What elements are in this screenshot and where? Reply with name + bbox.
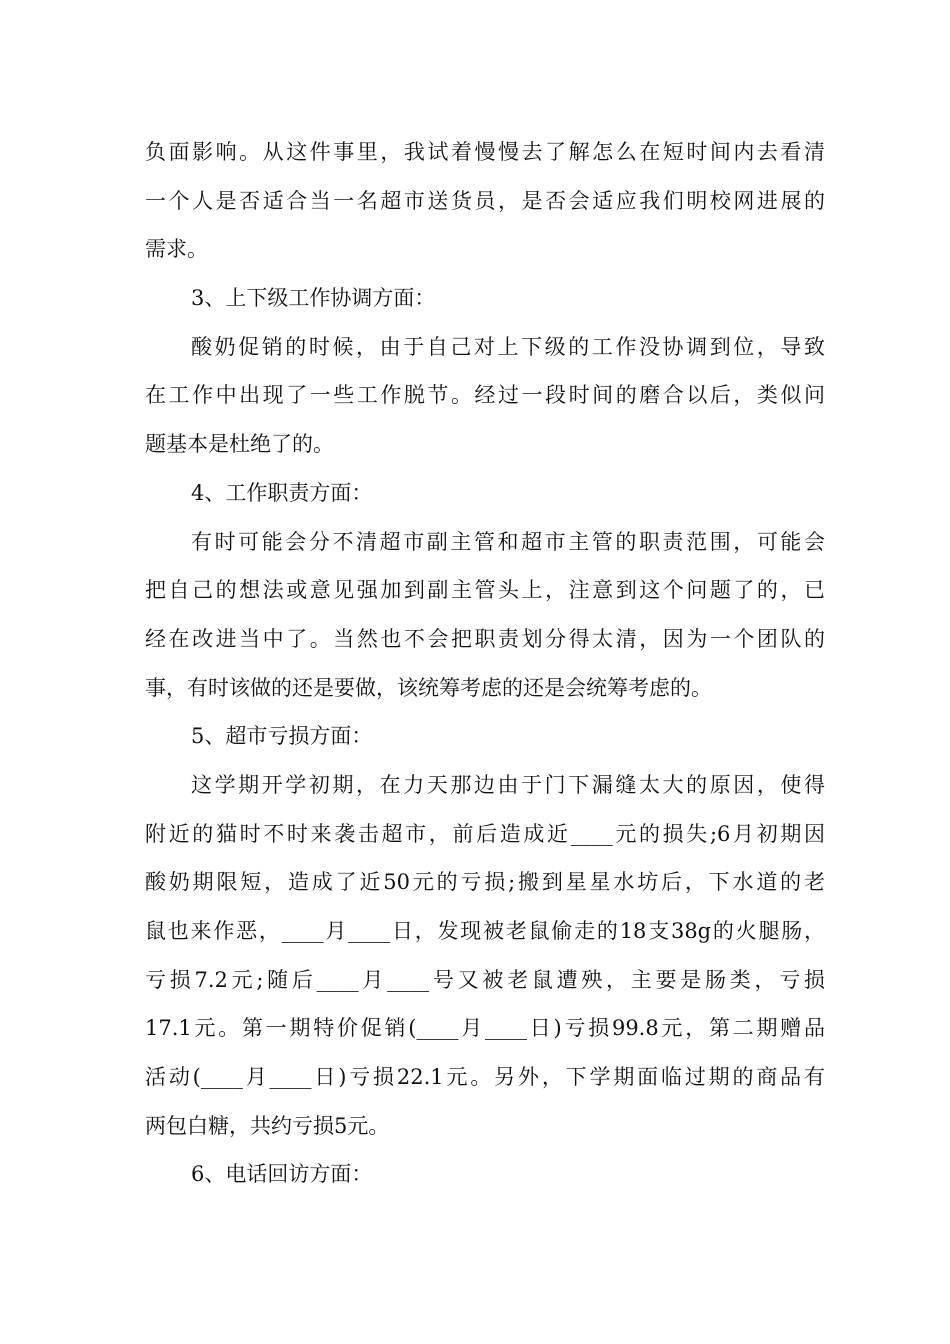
paragraph-line: 把自己的想法或意见强加到副主管头上，注意到这个问题了的，已 (145, 578, 825, 603)
paragraph-line: 事，有时该做的还是要做，该统筹考虑的还是会统筹考虑的。 (145, 675, 712, 700)
paragraph-line: 需求。 (145, 237, 208, 262)
document-body (145, 128, 825, 1199)
section-heading: 4、工作职责方面： (191, 480, 373, 505)
paragraph-line: 酸奶促销的时候，由于自己对上下级的工作没协调到位，导致 (191, 334, 825, 359)
paragraph-line: 有时可能会分不清超市副主管和超市主管的职责范围，可能会 (191, 529, 825, 554)
section-heading: 3、上下级工作协调方面： (191, 286, 436, 311)
paragraph-line: 鼠也来作恶，____月____日，发现被老鼠偷走的18支38g的火腿肠， (145, 919, 825, 943)
paragraph-line: 题基本是杜绝了的。 (145, 432, 334, 457)
paragraph-line: 经在改进当中了。当然也不会把职责划分得太清，因为一个团队的 (145, 626, 825, 651)
paragraph-line: 在工作中出现了一些工作脱节。经过一段时间的磨合以后，类似问 (145, 383, 825, 408)
paragraph-line: 活动(____月____日)亏损22.1元。另外，下学期面临过期的商品有 (145, 1065, 825, 1090)
paragraph-line: 一个人是否适合当一名超市送货员，是否会适应我们明校网进展的 (145, 188, 825, 213)
section-heading: 5、超市亏损方面： (191, 724, 373, 749)
paragraph-line: 亏损7.2元;随后____月____号又被老鼠遭殃，主要是肠类，亏损 (145, 967, 825, 992)
paragraph-line: 负面影响。从这件事里，我试着慢慢去了解怎么在短时间内去看清 (145, 140, 825, 164)
paragraph-line: 两包白糖，共约亏损5元。 (145, 1113, 390, 1138)
paragraph-line: 17.1元。第一期特价促销(____月____日)亏损99.8元，第二期赠品 (145, 1016, 825, 1041)
paragraph-line: 酸奶期限短，造成了近50元的亏损;搬到星星水坊后，下水道的老 (145, 870, 825, 895)
paragraph-line: 附近的猫时不时来袭击超市，前后造成近____元的损失;6月初期因 (145, 821, 825, 846)
section-heading: 6、电话回访方面： (191, 1162, 373, 1187)
paragraph-line: 这学期开学初期，在力天那边由于门下漏缝太大的原因，使得 (191, 772, 825, 797)
